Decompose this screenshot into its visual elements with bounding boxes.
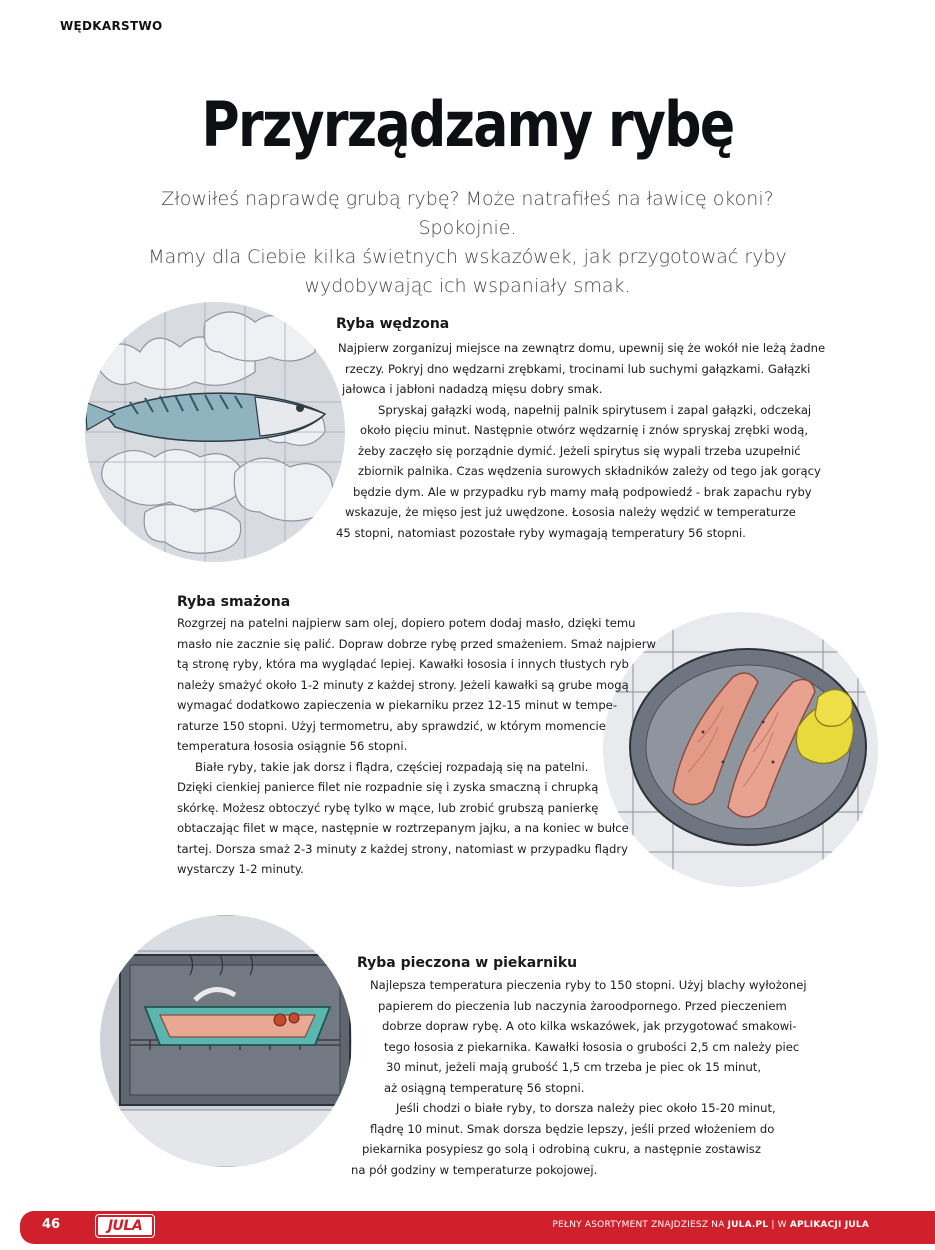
footer-app-text: APLIKACJI JULA <box>789 1220 869 1230</box>
body-line: należy smażyć około 1-2 minuty z każdej strony. Jeżeli kawałki są grube mogą <box>177 677 629 692</box>
intro-line: wydobywając ich wspaniały smak. <box>304 275 631 297</box>
footer-text-sep: | W <box>768 1220 790 1230</box>
body-line: obtaczając filet w mące, następnie w roztrzepanym jajku, a na koniec w bułce <box>177 821 629 835</box>
body-line: flądrę 10 minut. Smak dorsza będzie lepszy, jeśli przed włożeniem do <box>370 1121 775 1136</box>
jula-logo: JULA <box>96 1215 154 1237</box>
section-tag: WĘDKARSTWO <box>60 19 163 33</box>
body-line: 45 stopni, natomiast pozostałe ryby wymagają temperatury 56 stopni. <box>336 525 746 540</box>
body-line: wymagać dodatkowo zapieczenia w piekarniku przez 12-15 minut w tempe- <box>177 698 618 712</box>
body-line: piekarnika posypiesz go solą i odrobiną cukru, a następnie zostawisz <box>362 1142 761 1156</box>
body-line: zbiornik palnika. Czas wędzenia surowych składników zależy od tego jak gorący <box>358 464 821 478</box>
body-line: około pięciu minut. Następnie otwórz wędzarnię i znów spryskaj zrębki wodą, <box>360 423 809 437</box>
footer-site-link[interactable]: JULA.PL <box>727 1220 769 1230</box>
footer-text <box>552 1220 869 1230</box>
body-line: tartej. Dorsza smaż 2-3 minuty z każdej strony, natomiast w przypadku flądry <box>177 841 628 856</box>
body-line: temperatura łososia osiągnie 56 stopni. <box>177 739 408 753</box>
body-line: aż osiągną temperaturę 56 stopni. <box>384 1080 585 1095</box>
body-line: Najpierw zorganizuj miejsce na zewnątrz domu, upewnij się że wokół nie leżą żadne <box>338 341 826 355</box>
body-line: dobrze dopraw rybę. A oto kilka wskazówek, jak przygotować smakowi- <box>382 1019 797 1033</box>
baked-body <box>0 975 807 1180</box>
body-line: masło nie zacznie się palić. Dopraw dobrze rybę przed smażeniem. Smaż najpierw <box>177 636 656 651</box>
body-line: Dzięki cienkiej panierce filet nie rozpadnie się i zyska smaczną i chrupką <box>177 780 599 794</box>
intro-line: Złowiłeś naprawdę grubą rybę? Może natrafiłeś na ławicę okoni? Spokojnie. <box>161 188 774 239</box>
body-line: tego łososia z piekarnika. Kawałki łososia o grubości 2,5 cm należy piec <box>384 1039 800 1054</box>
body-line: Najlepsza temperatura pieczenia ryby to 150 stopni. Użyj blachy wyłożonej <box>370 978 807 992</box>
smoked-body <box>0 338 825 543</box>
page-title: Przyrządzamy rybę <box>201 88 734 161</box>
body-line: na pół godziny w temperaturze pokojowej. <box>351 1162 598 1177</box>
body-line: Rozgrzej na patelni najpierw sam olej, dopiero potem dodaj masło, dzięki temu <box>177 616 636 630</box>
body-line: będzie dym. Ale w przypadku ryb mamy małą podpowiedź - brak zapachu ryby <box>353 484 812 499</box>
body-line: 30 minut, jeżeli mają grubość 1,5 cm trzeba je piec ok 15 minut, <box>386 1060 762 1074</box>
body-line: wystarczy 1-2 minuty. <box>177 862 304 876</box>
body-line: wskazuje, że mięso jest już uwędzone. Łososia należy wędzić w temperaturze <box>345 505 796 519</box>
body-line: jałowca i jabłoni nadadzą mięsu dobry smak. <box>342 382 603 396</box>
body-line: Spryskaj gałązki wodą, napełnij palnik spirytusem i zapal gałązki, odczekaj <box>378 402 812 417</box>
intro-paragraph <box>130 185 805 301</box>
baked-heading: Ryba pieczona w piekarniku <box>357 955 578 971</box>
body-line: żeby zaczęło się porządnie dymić. Jeżeli spirytus się wypali trzeba uzupełnić <box>358 443 801 458</box>
intro-line: Mamy dla Ciebie kilka świetnych wskazówek, jak przygotować ryby <box>148 246 787 268</box>
smoked-heading: Ryba wędzona <box>336 316 450 332</box>
fried-heading: Ryba smażona <box>177 594 291 610</box>
body-line: raturze 150 stopni. Użyj termometru, aby sprawdzić, w którym momencie <box>177 718 606 733</box>
fried-body <box>177 613 656 880</box>
body-line: skórkę. Możesz obtoczyć rybę tylko w mące, lub zrobić grubszą panierkę <box>177 800 599 815</box>
body-line: Jeśli chodzi o białe ryby, to dorsza należy piec około 15-20 minut, <box>396 1101 776 1115</box>
body-line: rzeczy. Pokryj dno wędzarni zrębkami, trocinami lub suchymi gałązkami. Gałązki <box>345 361 811 376</box>
body-line: tą stronę ryby, która ma wyglądać lepiej. Kawałki łososia i innych tłustych ryb <box>177 657 629 671</box>
body-line: Białe ryby, takie jak dorsz i flądra, częściej rozpadają się na patelni. <box>195 759 589 774</box>
body-line: papierem do pieczenia lub naczynia żaroodpornego. Przed pieczeniem <box>378 998 787 1013</box>
page-number: 46 <box>42 1217 61 1232</box>
footer-text-prefix: PEŁNY ASORTYMENT ZNAJDZIESZ NA <box>552 1220 728 1230</box>
